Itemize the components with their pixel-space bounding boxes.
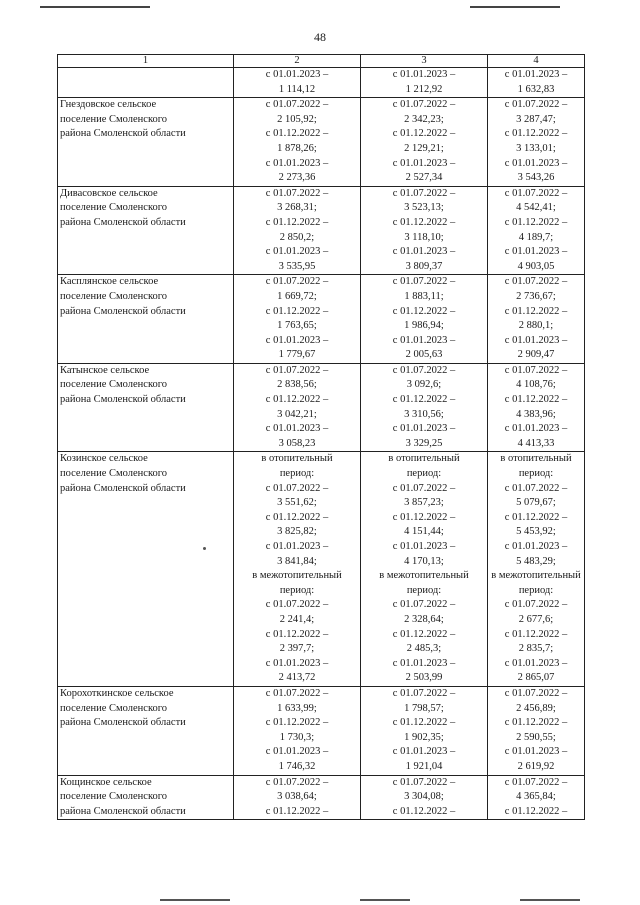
tariff-line: с 01.07.2022 – (504, 599, 568, 611)
tariff-line: период: (518, 468, 554, 480)
tariff-line: 4 413,33 (517, 437, 555, 449)
tariff-line: 2 880,1; (518, 320, 554, 332)
column-4-cell (488, 275, 585, 364)
settlement-name-line: Корохоткинское сельское (60, 687, 174, 699)
settlement-name-line: поселение Смоленского (60, 468, 168, 480)
tariff-line: 3 535,95 (278, 260, 316, 272)
tariff-line: с 01.12.2022 – (392, 216, 456, 228)
column-header-4: 4 (488, 55, 585, 68)
column-4-cell (488, 775, 585, 820)
tariff-line: в межотопительный (252, 570, 342, 582)
tariff-line: 3 268,31; (277, 202, 317, 214)
column-3-cell (361, 68, 488, 98)
tariff-line: с 01.01.2023 – (392, 423, 456, 435)
tariff-line: с 01.07.2022 – (392, 99, 456, 111)
tariff-line: 4 542,41; (516, 202, 556, 214)
tariff-line: с 01.07.2022 – (504, 99, 568, 111)
tariff-line: с 01.01.2023 – (504, 334, 568, 346)
tariff-line: в отопительный (388, 453, 460, 465)
tariff-line: с 01.12.2022 – (504, 128, 568, 140)
settlement-name-line: поселение Смоленского (60, 113, 168, 125)
tariff-line: с 01.01.2023 – (392, 657, 456, 669)
tariff-line: 1 798,57; (404, 702, 444, 714)
tariff-line: 5 453,92; (516, 526, 556, 538)
column-2-cell (234, 275, 361, 364)
header-row (58, 55, 585, 68)
tariff-line: с 01.01.2023 – (392, 334, 456, 346)
tariff-line: в отопительный (500, 453, 572, 465)
table-body (58, 68, 585, 820)
tariff-line: с 01.12.2022 – (392, 305, 456, 317)
tariff-line: с 01.12.2022 – (392, 128, 456, 140)
tariff-line: в межотопительный (491, 570, 581, 582)
tariff-line: 1 902,35; (404, 731, 444, 743)
tariff-line: с 01.12.2022 – (265, 628, 329, 640)
tariff-line: с 01.07.2022 – (265, 364, 329, 376)
tariff-line: с 01.07.2022 – (504, 776, 568, 788)
tariff-line: с 01.07.2022 – (265, 482, 329, 494)
table-row (58, 686, 585, 775)
settlement-name-line: поселение Смоленского (60, 791, 168, 803)
tariff-line: в межотопительный (379, 570, 469, 582)
tariff-line: 4 108,76; (516, 379, 556, 391)
table-row (58, 775, 585, 820)
tariff-line: 4 189,7; (518, 231, 554, 243)
column-2-cell (234, 68, 361, 98)
tariff-line: с 01.01.2023 – (504, 69, 568, 80)
tariff-line: период: (406, 584, 442, 596)
tariff-line: 4 151,44; (404, 526, 444, 538)
tariff-line: 3 543,26 (517, 172, 555, 184)
tariff-line: с 01.12.2022 – (265, 511, 329, 523)
tariff-line: с 01.01.2023 – (265, 541, 329, 552)
tariff-table (57, 54, 585, 820)
settlement-name-line: Касплянское сельское (60, 276, 159, 288)
tariff-line: 1 746,32 (278, 760, 316, 772)
tariff-line: с 01.12.2022 – (265, 717, 329, 729)
tariff-line: 1 114,12 (278, 83, 316, 95)
scan-edge-mark (470, 6, 560, 8)
tariff-line: 2 456,89; (516, 702, 556, 714)
settlement-name-line: Гнездовское сельское (60, 99, 157, 111)
tariff-line: 2 835,7; (518, 643, 554, 655)
tariff-line: 2 865,07 (517, 672, 555, 684)
tariff-line: 1 921,04 (405, 760, 443, 772)
column-header-2: 2 (234, 55, 361, 68)
tariff-line: с 01.07.2022 – (392, 187, 456, 199)
settlement-name-cell (58, 275, 234, 364)
tariff-line: 2 397,7; (279, 643, 315, 655)
tariff-line: 2 342,23; (404, 113, 444, 125)
tariff-line: с 01.07.2022 – (265, 187, 329, 199)
column-2-cell (234, 452, 361, 687)
settlement-name-line: Дивасовское сельское (60, 187, 158, 199)
tariff-line: 1 730,3; (279, 731, 315, 743)
tariff-line: с 01.12.2022 – (504, 305, 568, 317)
tariff-line: 1 212,92 (405, 83, 443, 95)
tariff-line: 3 304,08; (404, 791, 444, 803)
settlement-name-line: района Смоленской области (60, 482, 186, 494)
tariff-line: с 01.12.2022 – (504, 628, 568, 640)
tariff-line: 1 883,11; (404, 290, 444, 302)
settlement-name-line: Козинское сельское (60, 453, 148, 465)
tariff-line: 2 328,64; (404, 613, 444, 625)
tariff-line: с 01.12.2022 – (504, 511, 568, 523)
tariff-line: 1 878,26; (277, 142, 317, 154)
column-2-cell (234, 186, 361, 275)
tariff-line: 2 838,56; (277, 379, 317, 391)
settlement-name-cell (58, 775, 234, 820)
tariff-line: с 01.01.2023 – (504, 157, 568, 169)
tariff-line: с 01.07.2022 – (265, 99, 329, 111)
column-header-1: 1 (58, 55, 234, 68)
tariff-line: период: (406, 468, 442, 480)
page-number: 48 (314, 30, 326, 44)
settlement-name-line: поселение Смоленского (60, 379, 168, 391)
tariff-line: с 01.01.2023 – (265, 69, 329, 80)
tariff-line: с 01.12.2022 – (392, 717, 456, 729)
settlement-name-cell (58, 98, 234, 187)
tariff-line: 2 129,21; (404, 142, 444, 154)
column-header-3: 3 (361, 55, 488, 68)
tariff-line: 1 763,65; (277, 320, 317, 332)
column-3-cell (361, 775, 488, 820)
tariff-line: 3 329,25 (405, 437, 443, 449)
column-3-cell (361, 98, 488, 187)
column-4-cell (488, 363, 585, 452)
tariff-line: 3 825,82; (277, 526, 317, 538)
tariff-line: с 01.07.2022 – (504, 364, 568, 376)
table-row (58, 363, 585, 452)
tariff-line: период: (279, 584, 315, 596)
tariff-line: 3 058,23 (278, 437, 316, 449)
tariff-line: с 01.07.2022 – (504, 482, 568, 494)
column-2-cell (234, 363, 361, 452)
settlement-name-line: района Смоленской области (60, 394, 186, 406)
settlement-name-line: района Смоленской области (60, 305, 186, 317)
tariff-line: 2 736,67; (516, 290, 556, 302)
tariff-line: 5 483,29; (516, 555, 556, 567)
tariff-line: с 01.12.2022 – (265, 216, 329, 228)
tariff-line: с 01.01.2023 – (504, 246, 568, 258)
column-3-cell (361, 275, 488, 364)
tariff-line: с 01.07.2022 – (265, 276, 329, 288)
settlement-name-line: поселение Смоленского (60, 290, 168, 302)
column-2-cell (234, 775, 361, 820)
tariff-line: с 01.01.2023 – (265, 157, 329, 169)
tariff-line: с 01.07.2022 – (265, 776, 329, 788)
tariff-line: с 01.07.2022 – (504, 187, 568, 199)
tariff-line: с 01.01.2023 – (265, 746, 329, 758)
tariff-line: 1 669,72; (277, 290, 317, 302)
tariff-line: 2 241,4; (279, 613, 315, 625)
tariff-line: 3 841,84; (277, 555, 317, 567)
tariff-line: с 01.01.2023 – (504, 746, 568, 758)
tariff-line: 4 383,96; (516, 408, 556, 420)
tariff-line: с 01.12.2022 – (504, 717, 568, 729)
column-3-cell (361, 452, 488, 687)
settlement-name-line: района Смоленской области (60, 128, 186, 140)
tariff-line: в отопительный (261, 453, 333, 465)
tariff-line: с 01.07.2022 – (265, 599, 329, 611)
settlement-name-line: поселение Смоленского (60, 702, 168, 714)
tariff-line: с 01.12.2022 – (392, 511, 456, 523)
tariff-line: с 01.12.2022 – (392, 628, 456, 640)
column-2-cell (234, 686, 361, 775)
tariff-line: с 01.01.2023 – (504, 423, 568, 435)
tariff-line: с 01.01.2023 – (504, 657, 568, 669)
tariff-line: с 01.07.2022 – (392, 364, 456, 376)
settlement-name-line: района Смоленской области (60, 216, 186, 228)
tariff-line: 4 365,84; (516, 791, 556, 803)
tariff-line: с 01.01.2023 – (392, 157, 456, 169)
settlement-name-line: поселение Смоленского (60, 202, 168, 214)
table-row (58, 68, 585, 98)
tariff-line: 3 551,62; (277, 497, 317, 509)
tariff-line: с 01.12.2022 – (265, 305, 329, 317)
scan-dot (203, 547, 206, 550)
tariff-line: 3 133,01; (516, 142, 556, 154)
tariff-line: с 01.01.2023 – (265, 423, 329, 435)
tariff-line: с 01.01.2023 – (392, 69, 456, 80)
tariff-line: период: (518, 584, 554, 596)
tariff-line: с 01.07.2022 – (504, 687, 568, 699)
table-row (58, 275, 585, 364)
settlement-name-line: района Смоленской области (60, 805, 186, 817)
scan-edge-mark (40, 6, 150, 8)
tariff-line: с 01.07.2022 – (392, 776, 456, 788)
tariff-line: 3 042,21; (277, 408, 317, 420)
tariff-line: 3 092,6; (406, 379, 442, 391)
tariff-line: 3 809,37 (405, 260, 443, 272)
tariff-line: с 01.01.2023 – (265, 657, 329, 669)
tariff-line: 2 527,34 (405, 172, 443, 184)
tariff-line: 1 633,99; (277, 702, 317, 714)
tariff-line: 2 413,72 (278, 672, 316, 684)
scan-edge-mark (160, 899, 230, 901)
table-row (58, 98, 585, 187)
tariff-line: с 01.12.2022 – (392, 805, 456, 817)
tariff-line: 3 038,64; (277, 791, 317, 803)
column-4-cell (488, 452, 585, 687)
table-row (58, 186, 585, 275)
tariff-line: 4 170,13; (404, 555, 444, 567)
tariff-line: 3 118,10; (404, 231, 444, 243)
tariff-line: 2 503,99 (405, 672, 443, 684)
column-3-cell (361, 186, 488, 275)
tariff-line: 5 079,67; (516, 497, 556, 509)
tariff-line: 3 287,47; (516, 113, 556, 125)
column-4-cell (488, 186, 585, 275)
tariff-line: 2 105,92; (277, 113, 317, 125)
tariff-line: с 01.07.2022 – (504, 276, 568, 288)
tariff-line: с 01.01.2023 – (504, 541, 568, 552)
tariff-line: с 01.12.2022 – (265, 394, 329, 406)
settlement-name-cell (58, 452, 234, 687)
tariff-line: 2 619,92 (517, 760, 555, 772)
tariff-line: 1 632,83 (517, 83, 555, 95)
tariff-line: 2 850,2; (279, 231, 315, 243)
tariff-line: 3 857,23; (404, 497, 444, 509)
settlement-name-cell (58, 686, 234, 775)
tariff-line: с 01.12.2022 – (504, 805, 568, 817)
settlement-name-line: района Смоленской области (60, 717, 186, 729)
column-3-cell (361, 363, 488, 452)
scan-edge-mark (520, 899, 580, 901)
table-row (58, 452, 585, 687)
tariff-line: 3 310,56; (404, 408, 444, 420)
tariff-line: с 01.12.2022 – (265, 805, 329, 817)
tariff-line: 2 590,55; (516, 731, 556, 743)
tariff-line: с 01.01.2023 – (392, 246, 456, 258)
settlement-name-line: Кощинское сельское (60, 776, 152, 788)
tariff-line: период: (279, 468, 315, 480)
tariff-line: 1 986,94; (404, 320, 444, 332)
tariff-line: с 01.07.2022 – (392, 482, 456, 494)
tariff-line: с 01.01.2023 – (392, 541, 456, 552)
tariff-line: с 01.01.2023 – (265, 246, 329, 258)
column-3-cell (361, 686, 488, 775)
tariff-line: 2 273,36 (278, 172, 316, 184)
settlement-name-cell (58, 68, 234, 98)
tariff-line: 2 485,3; (406, 643, 442, 655)
tariff-line: с 01.01.2023 – (392, 746, 456, 758)
tariff-line: с 01.12.2022 – (265, 128, 329, 140)
tariff-line: с 01.12.2022 – (504, 394, 568, 406)
tariff-line: 2 677,6; (518, 613, 554, 625)
tariff-line: с 01.07.2022 – (265, 687, 329, 699)
column-4-cell (488, 68, 585, 98)
tariff-line: 4 903,05 (517, 260, 555, 272)
tariff-line: 2 005,63 (405, 349, 443, 361)
tariff-line: с 01.07.2022 – (392, 276, 456, 288)
tariff-line: с 01.01.2023 – (265, 334, 329, 346)
scan-edge-mark (360, 899, 410, 901)
tariff-line: 2 909,47 (517, 349, 555, 361)
column-2-cell (234, 98, 361, 187)
column-4-cell (488, 686, 585, 775)
settlement-name-line: Катынское сельское (60, 364, 150, 376)
tariff-line: 1 779,67 (278, 349, 316, 361)
tariff-line: с 01.07.2022 – (392, 599, 456, 611)
tariff-line: 3 523,13; (404, 202, 444, 214)
tariff-line: с 01.12.2022 – (504, 216, 568, 228)
settlement-name-cell (58, 186, 234, 275)
settlement-name-cell (58, 363, 234, 452)
tariff-line: с 01.12.2022 – (392, 394, 456, 406)
column-4-cell (488, 98, 585, 187)
tariff-line: с 01.07.2022 – (392, 687, 456, 699)
